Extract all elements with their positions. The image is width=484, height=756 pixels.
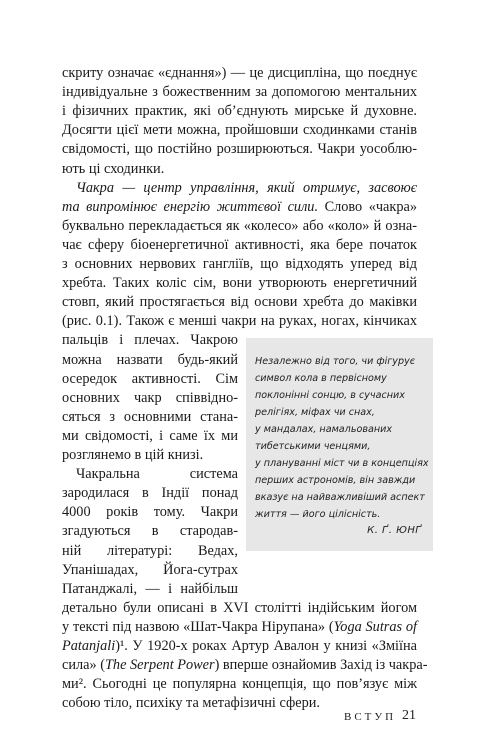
body-line (62, 255, 417, 274)
quote-line: у плануванні міст чи в концепціях (255, 458, 429, 469)
body-line (62, 637, 417, 656)
quote-line: тибетськими ченцями, (255, 441, 371, 452)
body-line (62, 503, 238, 522)
quote-line: життя — його цілісність. (255, 509, 381, 520)
quote-line: поклонінні сонцю, в сучасних (255, 390, 405, 401)
body-line (62, 465, 238, 484)
body-line (62, 102, 417, 121)
text-segment: детально були описані в XVI столітті індійським йогом (62, 599, 417, 616)
text-segment: (рис. 0.1). Також є менші чакри на руках, ногах, кінчиках (62, 313, 417, 330)
text-segment: буквально перекладається як «колесо» або «коло» й озна- (62, 217, 417, 234)
text-segment: Упанішадах, Йога-сутрах (62, 561, 238, 578)
body-line (62, 274, 417, 293)
text-segment: свідомості, що постійно розширюються. Чакри уособлю- (62, 141, 417, 158)
body-line (62, 542, 238, 561)
body-line (62, 599, 417, 618)
body-line (62, 121, 417, 140)
body-line (62, 236, 417, 255)
body-line (62, 618, 417, 637)
body-line (62, 656, 428, 675)
text-segment: Чакральна система (76, 466, 238, 483)
text-segment: пальців і плечах. Чакрою (62, 332, 238, 349)
text-segment: Патанджалі, — і найбільш (62, 580, 238, 597)
text-segment: з основних нервових гангліїв, що відходять уперед від (62, 256, 417, 272)
body-line (62, 217, 417, 236)
text-segment: Слово «чакра» (318, 198, 417, 215)
text-segment: чає сферу біоенергетичної активності, яка бере початок (62, 236, 417, 253)
text-segment: Досягти цієї мети можна, пройшовши сходинками станів (62, 122, 417, 139)
text-segment: собою тіло, психіку та метафізичні сфери. (62, 695, 320, 712)
quote-line: символ кола в первісному (255, 373, 387, 384)
text-segment: можна назвати будь-який (62, 351, 238, 368)
body-line (62, 446, 238, 465)
body-line (62, 312, 417, 331)
text-segment: ють ці сходинки. (62, 160, 165, 177)
text-segment: основних чакр співвідно- (62, 389, 238, 406)
quote-line: у мандалах, намальованих (255, 424, 393, 435)
text-segment: розглянемо в цій книзі. (62, 447, 204, 463)
quote-line: Незалежно від того, чи фігурує (255, 356, 416, 367)
text-segment: сила» ( (62, 657, 105, 674)
body-line (62, 484, 238, 503)
text-segment: хребта. Таких коліс сім, вони утворюють енергетичний (62, 275, 417, 292)
body-line (62, 83, 417, 102)
quote-line: перших астрономів, він завжди (255, 475, 416, 486)
body-line (62, 160, 417, 179)
text-segment: у тексті під назвою «Шат-Чакра Нірупана» ( (62, 618, 334, 635)
text-segment: сяться з основними стана- (62, 408, 238, 425)
body-line (62, 389, 238, 408)
italic-text: Чакра — центр управління, який отримує, засвоює (76, 179, 417, 196)
body-line (62, 198, 417, 217)
quote-author: К. Ґ. ЮНҐ (367, 525, 422, 536)
body-line (62, 427, 238, 446)
body-line (62, 351, 238, 370)
text-segment: і фізичних практик, які об’єднують мирське й духовне. (62, 103, 417, 120)
body-line (62, 370, 238, 389)
text-segment: ми². Сьогодні це популярна концепція, що пов’язує між (62, 676, 417, 693)
italic-text: Yoga Sutras of (333, 618, 417, 635)
text-segment: зародилася в Індії понад (62, 485, 238, 502)
body-line (62, 561, 238, 580)
body-line (62, 140, 417, 159)
body-line (62, 293, 417, 312)
body-line (62, 580, 238, 599)
text-segment: індивідуальне з божественним за допомогою ментальних (62, 84, 417, 101)
quote-line: релігіях, міфах чи снах, (255, 407, 375, 418)
text-segment: згадуються в стародав- (62, 523, 238, 540)
body-line (62, 408, 238, 427)
italic-text: The Serpent Power (104, 657, 215, 674)
italic-text: та випромінює енергію життєвої сили. (62, 198, 319, 215)
page-number: 21 (402, 708, 416, 723)
text-segment: ми свідомості, і саме їх ми (62, 427, 238, 444)
text-segment: осередок активності. Сім (62, 370, 238, 387)
text-segment: ній літературі: Ведах, (62, 542, 238, 559)
text-segment: ) вперше ознайомив Захід із чакра- (214, 657, 428, 674)
text-segment: стовп, який простягається від основи хребта до маківки (62, 294, 417, 311)
quote-line: вказує на найважливіший аспект (255, 492, 425, 503)
body-line (62, 522, 238, 541)
body-line (62, 179, 417, 198)
running-footer-section: ВСТУП (344, 711, 397, 723)
text-segment: скриту означає «єднання») — це дисципліна, що поєднує (62, 65, 417, 81)
italic-text: Patanjali (62, 638, 116, 654)
text-segment: )¹. У 1920-х роках Артур Авалон у книзі «Зміїна (115, 638, 417, 654)
body-line (62, 331, 238, 350)
body-line (62, 675, 417, 694)
body-line (62, 64, 417, 83)
text-segment: 4000 років тому. Чакри (62, 504, 238, 521)
